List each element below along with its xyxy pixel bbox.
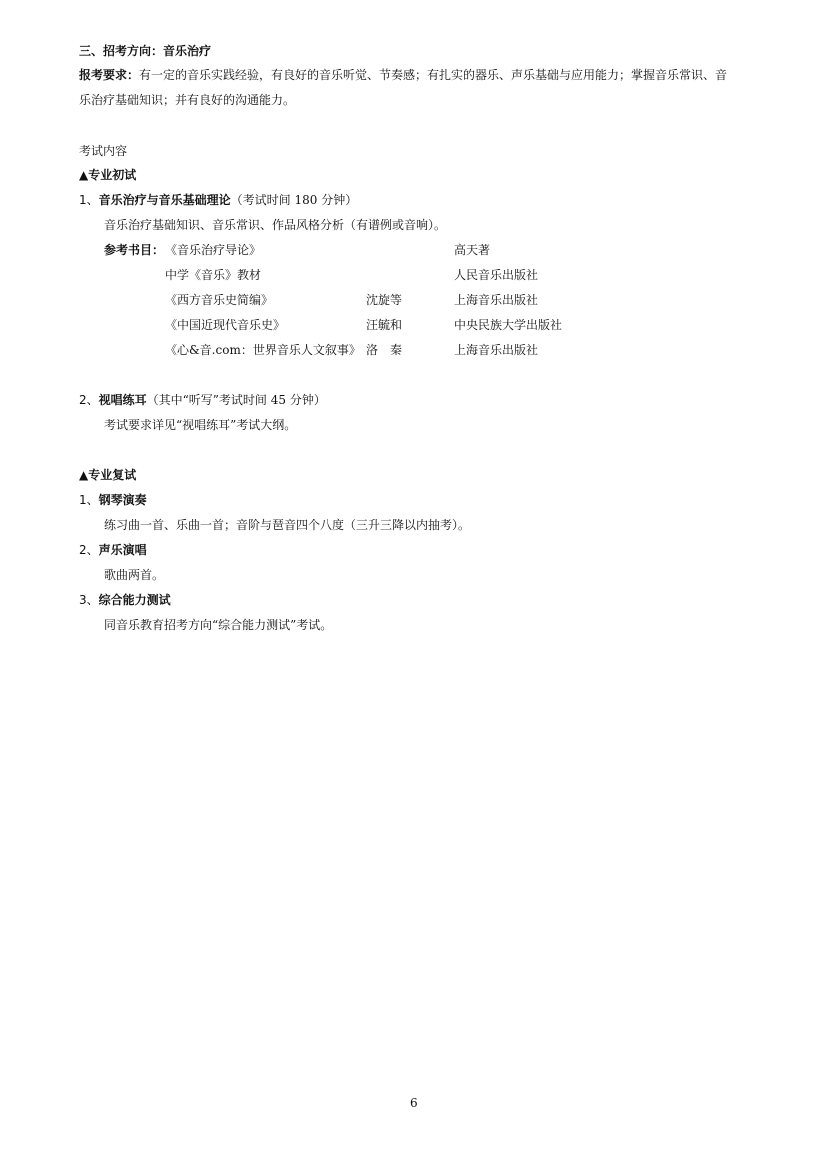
requirements-line-1 — [79, 67, 727, 83]
exam-item-1-title: 音乐治疗与音乐基础理论 — [98, 193, 231, 207]
book-publisher: 人民音乐出版社 — [454, 268, 539, 282]
retest-item-3 — [79, 592, 171, 608]
book-title: 《西方音乐史简编》 — [165, 293, 274, 307]
retest-item-3-title: 综合能力测试 — [98, 593, 171, 607]
exam-item-2-note: （其中“听写”考试时间 45 分钟） — [146, 393, 326, 407]
exam-item-1-num: 1、 — [79, 193, 99, 207]
exam-item-2-title: 视唱练耳 — [98, 393, 147, 407]
reference-label: 参考书目： — [104, 243, 165, 257]
exam-item-2-desc: 考试要求详见“视唱练耳”考试大纲。 — [104, 418, 297, 432]
exam-item-1 — [79, 192, 357, 208]
exam-content-title: 考试内容 — [79, 144, 128, 158]
requirements-text-1: 有一定的音乐实践经验，有良好的音乐听觉、节奏感；有扎实的器乐、声乐基础与应用能力；掌握音乐常识、音 — [139, 68, 728, 82]
book-author: 汪毓和 — [366, 318, 403, 332]
retest-item-2 — [79, 542, 147, 558]
book-author: 洛 秦 — [366, 343, 403, 357]
book-publisher: 中央民族大学出版社 — [454, 318, 563, 332]
book-author: 沈旋等 — [366, 293, 403, 307]
exam-item-1-note: （考试时间 180 分钟） — [230, 193, 358, 207]
book-title: 中学《音乐》教材 — [165, 268, 262, 282]
book-publisher: 上海音乐出版社 — [454, 343, 539, 357]
book-title: 《中国近现代音乐史》 — [165, 318, 286, 332]
page-number: 6 — [410, 1096, 418, 1110]
book-title: 《心&音.com：世界音乐人文叙事》 — [165, 343, 361, 357]
retest-item-2-title: 声乐演唱 — [98, 543, 147, 557]
exam-item-2-num: 2、 — [79, 393, 99, 407]
section-heading: 三、招考方向：音乐治疗 — [79, 44, 212, 58]
book-title: 《音乐治疗导论》 — [165, 243, 262, 257]
retest-heading: ▲专业复试 — [79, 468, 137, 482]
book-publisher: 上海音乐出版社 — [454, 293, 539, 307]
book-publisher: 高天著 — [454, 243, 491, 257]
retest-item-1-desc: 练习曲一首、乐曲一首；音阶与琶音四个八度（三升三降以内抽考）。 — [104, 518, 471, 532]
retest-item-1 — [79, 492, 147, 508]
exam-item-2 — [79, 392, 326, 408]
retest-item-1-num: 1、 — [79, 493, 99, 507]
requirements-text-2: 乐治疗基础知识；并有良好的沟通能力。 — [79, 93, 296, 107]
retest-item-2-desc: 歌曲两首。 — [104, 568, 165, 582]
requirements-label: 报考要求： — [79, 68, 140, 82]
prelim-heading: ▲专业初试 — [79, 168, 137, 182]
retest-item-3-desc: 同音乐教育招考方向“综合能力测试”考试。 — [104, 618, 333, 632]
retest-item-3-num: 3、 — [79, 593, 99, 607]
retest-item-1-title: 钢琴演奏 — [98, 493, 147, 507]
exam-item-1-desc: 音乐治疗基础知识、音乐常识、作品风格分析（有谱例或音响）。 — [104, 218, 447, 232]
retest-item-2-num: 2、 — [79, 543, 99, 557]
